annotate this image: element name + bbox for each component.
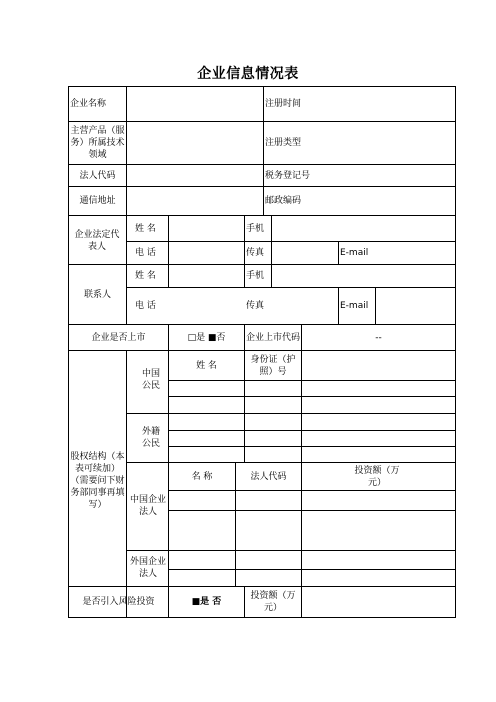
col-divider (126, 86, 127, 324)
foreign-company-label: 外国企业法人 (129, 557, 166, 579)
col-divider (301, 586, 302, 617)
row-divider (126, 287, 456, 288)
investment-header: 投资额（万元） (354, 465, 400, 488)
legal-code-label: 法人代码 (79, 170, 116, 181)
row-divider (168, 380, 456, 381)
col-divider (168, 215, 169, 287)
holder-name-header: 姓 名 (196, 360, 217, 371)
listed-label: 企业是否上市 (91, 332, 146, 343)
row-divider (168, 446, 456, 447)
col-divider (126, 350, 127, 617)
address-label: 通信地址 (79, 196, 116, 206)
legal-rep-label: 企业法定代表人 (74, 230, 120, 252)
reg-type-label: 注册类型 (265, 138, 302, 148)
row-divider (168, 510, 456, 511)
page-title: 企业信息情况表 (197, 66, 299, 82)
row-divider (168, 396, 456, 397)
tax-no-label: 税务登记号 (265, 170, 311, 181)
vc-label: 是否引入风险投资 (82, 597, 155, 607)
col-divider (301, 350, 302, 462)
rep-email-label: E-mail (340, 248, 369, 258)
reg-time-label: 注册时间 (265, 99, 302, 109)
col-divider (301, 462, 302, 586)
listed-code-label: 企业上市代码 (245, 332, 300, 343)
contact-email-label: E-mail (340, 301, 369, 311)
company-legal-code-header: 法人代码 (250, 471, 287, 482)
row-divider (168, 490, 456, 491)
company-name-label: 企业名称 (70, 99, 107, 109)
col-divider (338, 287, 339, 324)
cn-citizen-label: 中国公民 (141, 369, 160, 391)
rep-phone-label: 电 话 (135, 248, 156, 258)
rep-fax-label: 传真 (246, 248, 265, 258)
equity-label: 股权结构（本表可续加）（需要问下财务部同事再填写） (70, 452, 125, 510)
row-divider (126, 550, 456, 551)
contact-fax-label: 传真 (246, 301, 265, 311)
col-divider (271, 215, 272, 287)
table-border-bottom (68, 617, 456, 618)
rep-mobile-label: 手机 (246, 223, 265, 234)
listed-code-value: -- (375, 332, 382, 343)
rep-name-label: 姓 名 (135, 223, 156, 234)
row-divider (126, 413, 456, 414)
table-border-right (455, 86, 456, 618)
listed-options: □是 ■否 (187, 332, 226, 343)
row-divider (168, 569, 456, 570)
id-card-header: 身份证（护照）号 (250, 354, 296, 377)
foreign-citizen-label: 外籍公民 (141, 427, 160, 449)
col-divider (338, 241, 339, 264)
col-divider (263, 86, 264, 215)
vc-amount-label: 投资额（万元） (250, 591, 296, 613)
company-name-header: 名 称 (191, 471, 213, 482)
contact-label: 联系人 (83, 289, 111, 300)
contact-name-label: 姓 名 (135, 271, 156, 281)
col-divider (375, 287, 376, 324)
col-divider (244, 215, 245, 287)
row-divider (168, 430, 456, 431)
enterprise-info-table (68, 86, 456, 617)
vc-options: ■是 否 (191, 597, 222, 607)
contact-phone-label: 电 话 (135, 301, 156, 311)
row-divider (126, 241, 456, 242)
main-product-label: 主营产品（服务）所属技术领域 (70, 126, 125, 160)
cn-company-label: 中国企业法人 (129, 495, 166, 517)
postcode-label: 邮政编码 (265, 196, 302, 206)
contact-mobile-label: 手机 (246, 271, 265, 281)
